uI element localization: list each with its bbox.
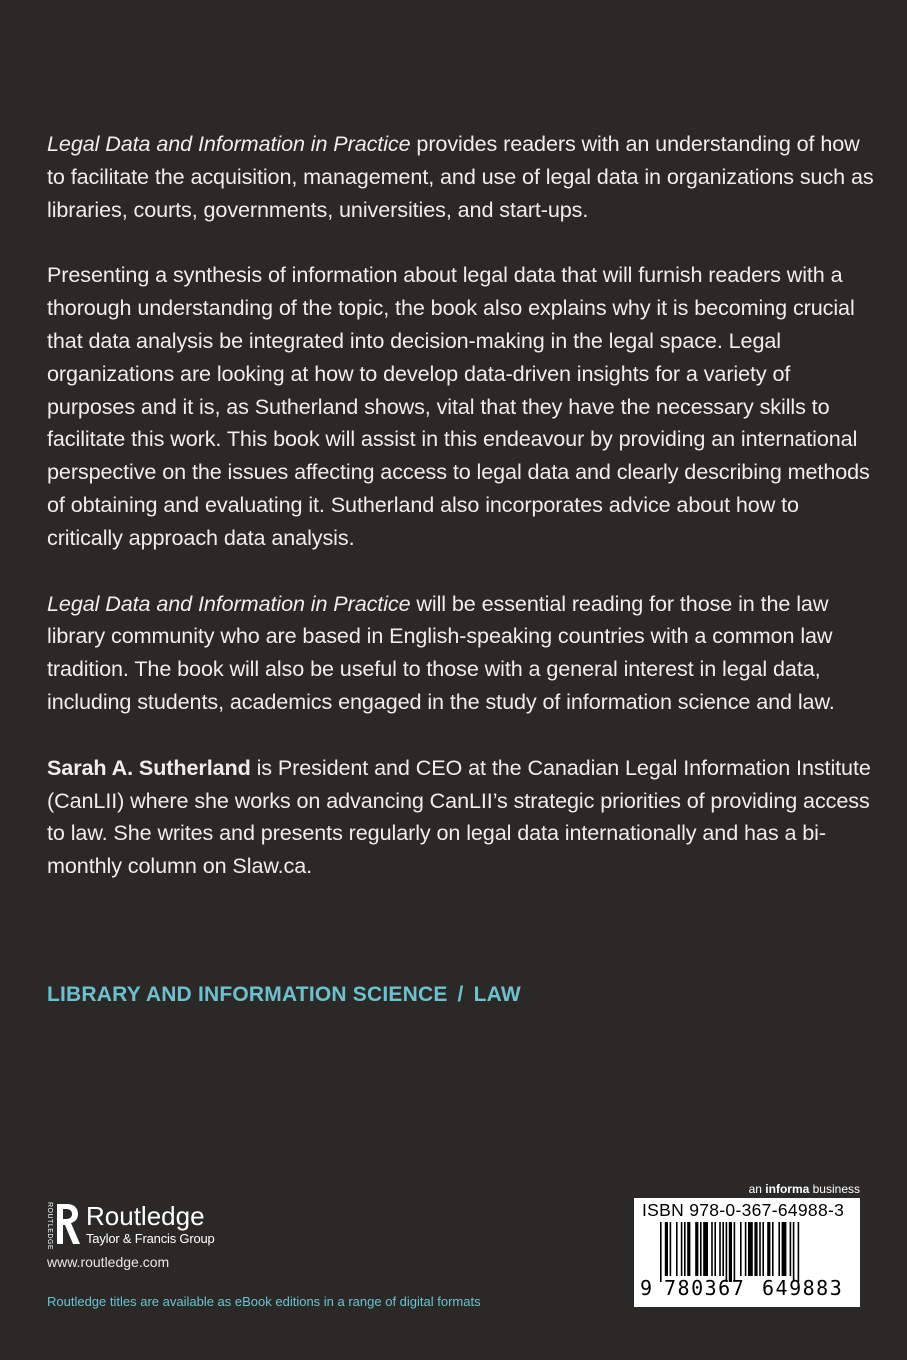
routledge-logo-icon [44,1200,80,1252]
barcode-bars [634,1222,860,1282]
author-name: Sarah A. Sutherland [47,754,251,780]
barcode-digits-right: 649883 [762,1276,844,1300]
ebook-note: Routledge titles are available as eBook editions in a range of digital formats [47,1294,481,1309]
barcode-bar [676,1222,678,1276]
barcode-bar [734,1222,736,1282]
book-title-italic: Legal Data and Information in Practice [47,131,411,156]
barcode-bar [711,1222,713,1276]
blurb-text: provides readers with an understanding of how to facilitate the acquisition, management, and use of legal data in organizations such as libraries, courts, governments, universities, and start-ups. [47,131,874,222]
isbn-label: ISBN 978-0-367-64988-3 [642,1200,845,1220]
publisher-group: Taylor & Francis Group [86,1231,215,1246]
barcode-bar [740,1222,742,1276]
publisher-name: Routledge [86,1201,205,1231]
publisher-url: www.routledge.com [47,1254,170,1270]
blurb-text: will be essential reading for those in the law library community who are based in English-speaking countries with a common law tradition. The book will also be useful to those with a general interest in legal data, including students, academics engaged in the study of information science and law. [47,590,835,714]
barcode-bar [687,1222,690,1276]
barcode-bar [722,1222,724,1276]
blurb-paragraph-2: Presenting a synthesis of information about legal data that will furnish readers with a thorough understanding of the topic, the book also explains why it is becoming crucial that data analysis be integrated into decision-making in the legal space. Legal organizations are looking at how to develop data-driven insights for a variety of purposes and it is, as Sutherland shows, vital that they have the necessary skills to facilitate this work. This book will assist in this endeavour by providing an international perspective on the issues affecting access to legal data and clearly describing methods of obtaining and evaluating it. Sutherland also incorporates advice about how to critically approach data analysis. [47,262,870,550]
subject-separator: / [457,983,464,1006]
barcode-bar [684,1222,686,1276]
barcode-bar [798,1222,800,1282]
barcode-bar [700,1222,702,1276]
book-title-italic: Legal Data and Information in Practice [47,590,411,616]
subject-category [47,983,521,1007]
informa-prefix: an [748,1182,766,1196]
barcode-bar [703,1222,708,1276]
back-cover-blurb [47,128,877,916]
barcode-bar [660,1222,662,1282]
blurb-paragraph-1 [47,128,877,226]
barcode-bar [719,1222,721,1276]
author-bio [47,752,877,883]
barcode-bar [726,1222,728,1282]
subject-primary: LIBRARY AND INFORMATION SCIENCE [47,983,448,1006]
informa-suffix: business [809,1182,860,1196]
barcode-bar [772,1222,774,1276]
barcode-bar [748,1222,753,1276]
barcode-bar [762,1222,764,1276]
isbn-barcode [634,1198,860,1307]
informa-brand: informa [765,1182,810,1196]
barcode-digit-first: 9 [640,1276,653,1300]
barcode-bar [778,1222,780,1276]
barcode-bar [782,1222,787,1276]
barcode-bar [790,1222,792,1276]
blurb-paragraph-3 [47,588,877,719]
barcode-bar [695,1222,698,1276]
barcode-bar [714,1222,716,1276]
barcode-bar [745,1222,747,1276]
informa-tagline [749,1182,860,1196]
barcode-bar [759,1222,761,1276]
author-bio-text: is President and CEO at the Canadian Legal Information Institute (CanLII) where she works on advancing CanLII’s strategic priorities of providing access to law. She writes and presents regularly on legal data internationally and has a bi-monthly column on Slaw.ca. [47,754,871,879]
barcode-digits-left: 780367 [664,1276,746,1300]
barcode-bar [670,1222,672,1276]
barcode-bar [767,1222,770,1276]
barcode-bar [681,1222,683,1276]
barcode-bar [793,1222,795,1282]
barcode-bar [754,1222,757,1276]
barcode-bar [729,1222,732,1282]
publisher-logo [44,1200,215,1252]
subject-secondary: LAW [473,983,521,1006]
barcode-bar [665,1222,668,1276]
logo-vertical-text: ROUTLEDGE [46,1202,53,1251]
